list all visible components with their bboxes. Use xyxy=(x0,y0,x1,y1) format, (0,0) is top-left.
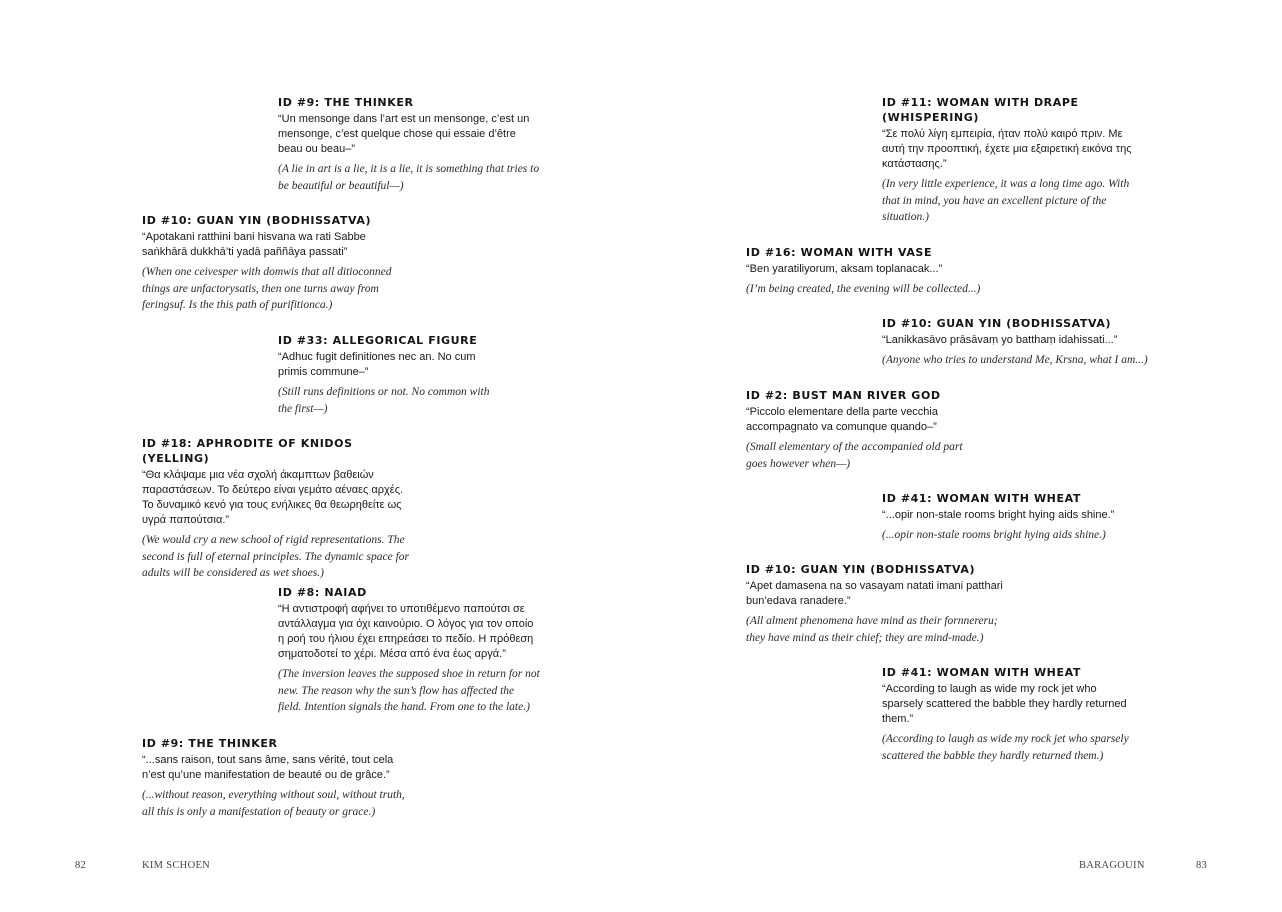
entry-translation: (I’m being created, the evening will be collected...) xyxy=(746,283,981,295)
entry-id: ID #33: ALLEGORICAL FIGURE xyxy=(278,334,478,347)
entry-translation: (According to laugh as wide my rock jet who sparsely scattered the babble they hardly returned them.) xyxy=(882,733,1129,762)
entry-id: ID #2: BUST MAN RIVER GOD xyxy=(746,389,941,402)
entry-aphrodite xyxy=(142,436,414,582)
running-head-right: BARAGOUIN xyxy=(1079,860,1145,871)
entry-translation: (All alment phenomena have mind as their fornnereru; they have mind as their chief; they are mind-made.) xyxy=(746,615,998,644)
entry-guan-yin-2 xyxy=(882,316,1157,369)
entry-quote: “Adhuc fugit definitiones nec an. No cum primis commune–” xyxy=(278,351,476,378)
page-number-left: 82 xyxy=(75,860,87,871)
entry-id: ID #18: APHRODITE OF KNIDOS (YELLING) xyxy=(142,437,353,465)
page-number-right: 83 xyxy=(1196,860,1208,871)
entry-thinker-1 xyxy=(278,95,540,194)
entry-id: ID #41: WOMAN WITH WHEAT xyxy=(882,666,1081,679)
entry-quote: “Ben yaratiliyorum, aksam toplanacak...” xyxy=(746,263,943,275)
entry-woman-with-drape xyxy=(882,95,1140,226)
entry-allegorical-figure xyxy=(278,333,503,417)
entry-translation: (In very little experience, it was a long time ago. With that in mind, you have an excellent picture of the situation.) xyxy=(882,178,1130,223)
entry-quote: “Lanikkasāvo prāsāvaṃ yo batthaṃ idahissati...” xyxy=(882,334,1118,346)
entry-translation: (...opir non-stale rooms bright hying aids shine.) xyxy=(882,529,1106,541)
entry-guan-yin-1 xyxy=(142,213,404,314)
entry-id: ID #9: THE THINKER xyxy=(142,737,278,750)
entry-quote: “Apotakani ratthini bani hisvana wa rati Sabbe saṅkhārā dukkhā’ti yadā paññāya passati” xyxy=(142,231,366,258)
entry-translation: (When one ceivesper with domwis that all ditioconned things are unfactorysatis, then one turns away from feringsuf. Is the this path of purifitionca.) xyxy=(142,266,392,311)
entry-translation: (Small elementary of the accompanied old part goes however when—) xyxy=(746,441,963,470)
entry-woman-with-wheat-2 xyxy=(882,665,1140,764)
entry-thinker-2 xyxy=(142,736,414,820)
entry-quote: “Un mensonge dans l’art est un mensonge, c’est un mensonge, c’est quelque chose qui essaie d’être beau ou beau–” xyxy=(278,113,530,155)
running-head-left: KIM SCHOEN xyxy=(142,860,211,871)
entry-translation: (We would cry a new school of rigid representations. The second is full of eternal principles. The dynamic space for adults will be considered as wet shoes.) xyxy=(142,534,410,579)
entry-quote: “...sans raison, tout sans âme, sans vérité, tout cela n’est qu’une manifestation de beauté ou de grâce.” xyxy=(142,754,394,781)
entry-quote: “According to laugh as wide my rock jet who sparsely scattered the babble they hardly returned them.” xyxy=(882,683,1127,725)
entry-naiad xyxy=(278,585,540,716)
entry-quote: “Θα κλάψαμε μια νέα σχολή άκαμπτων βαθειών παραστάσεων. Το δεύτερο είναι γεμάτο αέναες αρχές. Το δυναμικό κενό για τους ενήλικες θα θεωρηθείτε ως υγρά παπούτσια.” xyxy=(142,469,404,526)
entry-id: ID #9: THE THINKER xyxy=(278,96,414,109)
entry-quote: “Σε πολύ λίγη εμπειρία, ήταν πολύ καιρό πριν. Με αυτή την προοπτική, έχετε μια εξαιρετική εικόνα της κατάστασης.” xyxy=(882,128,1132,170)
entry-quote: “Η αντιστροφή αφήνει το υποτιθέμενο παπούτσι σε αντάλλαγμα για όχι καινούριο. Ο λόγος για τον οποίο η ροή του ήλιου έχει επηρεάσει το πεδίο. Η πρόθεση σηματοδοτεί το χέρι. Μέσα από ένα έως αργά.” xyxy=(278,603,534,660)
entry-id: ID #8: NAIAD xyxy=(278,586,367,599)
entry-woman-with-vase xyxy=(746,245,1008,298)
entry-translation: (Still runs definitions or not. No common with the first—) xyxy=(278,386,490,415)
entry-quote: “Apet damasena na so vasayam natati imani patthari bun’edava ranadere.” xyxy=(746,580,1003,607)
entry-quote: “...opir non-stale rooms bright hying aids shine.” xyxy=(882,509,1115,521)
entry-id: ID #16: WOMAN WITH VASE xyxy=(746,246,933,259)
entry-quote: “Piccolo elementare della parte vecchia accompagnato va comunque quando–” xyxy=(746,406,938,433)
entry-id: ID #11: WOMAN WITH DRAPE (WHISPERING) xyxy=(882,96,1079,124)
entry-translation: (A lie in art is a lie, it is a lie, it is something that tries to be beautiful or beautiful—) xyxy=(278,163,540,192)
entry-translation: (The inversion leaves the supposed shoe in return for not new. The reason why the sun’s flow has affected the field. Intention signals the hand. From one to the late.) xyxy=(278,668,540,713)
entry-id: ID #10: GUAN YIN (BODHISSATVA) xyxy=(746,563,976,576)
entry-woman-with-wheat-1 xyxy=(882,491,1157,544)
entry-translation: (Anyone who tries to understand Me, Krsna, what I am...) xyxy=(882,354,1148,366)
entry-id: ID #41: WOMAN WITH WHEAT xyxy=(882,492,1081,505)
entry-bust-man-river-god xyxy=(746,388,978,472)
entry-id: ID #10: GUAN YIN (BODHISSATVA) xyxy=(142,214,372,227)
entry-guan-yin-3 xyxy=(746,562,1008,646)
entry-translation: (...without reason, everything without soul, without truth, all this is only a manifestation of beauty or grace.) xyxy=(142,789,405,818)
entry-id: ID #10: GUAN YIN (BODHISSATVA) xyxy=(882,317,1112,330)
